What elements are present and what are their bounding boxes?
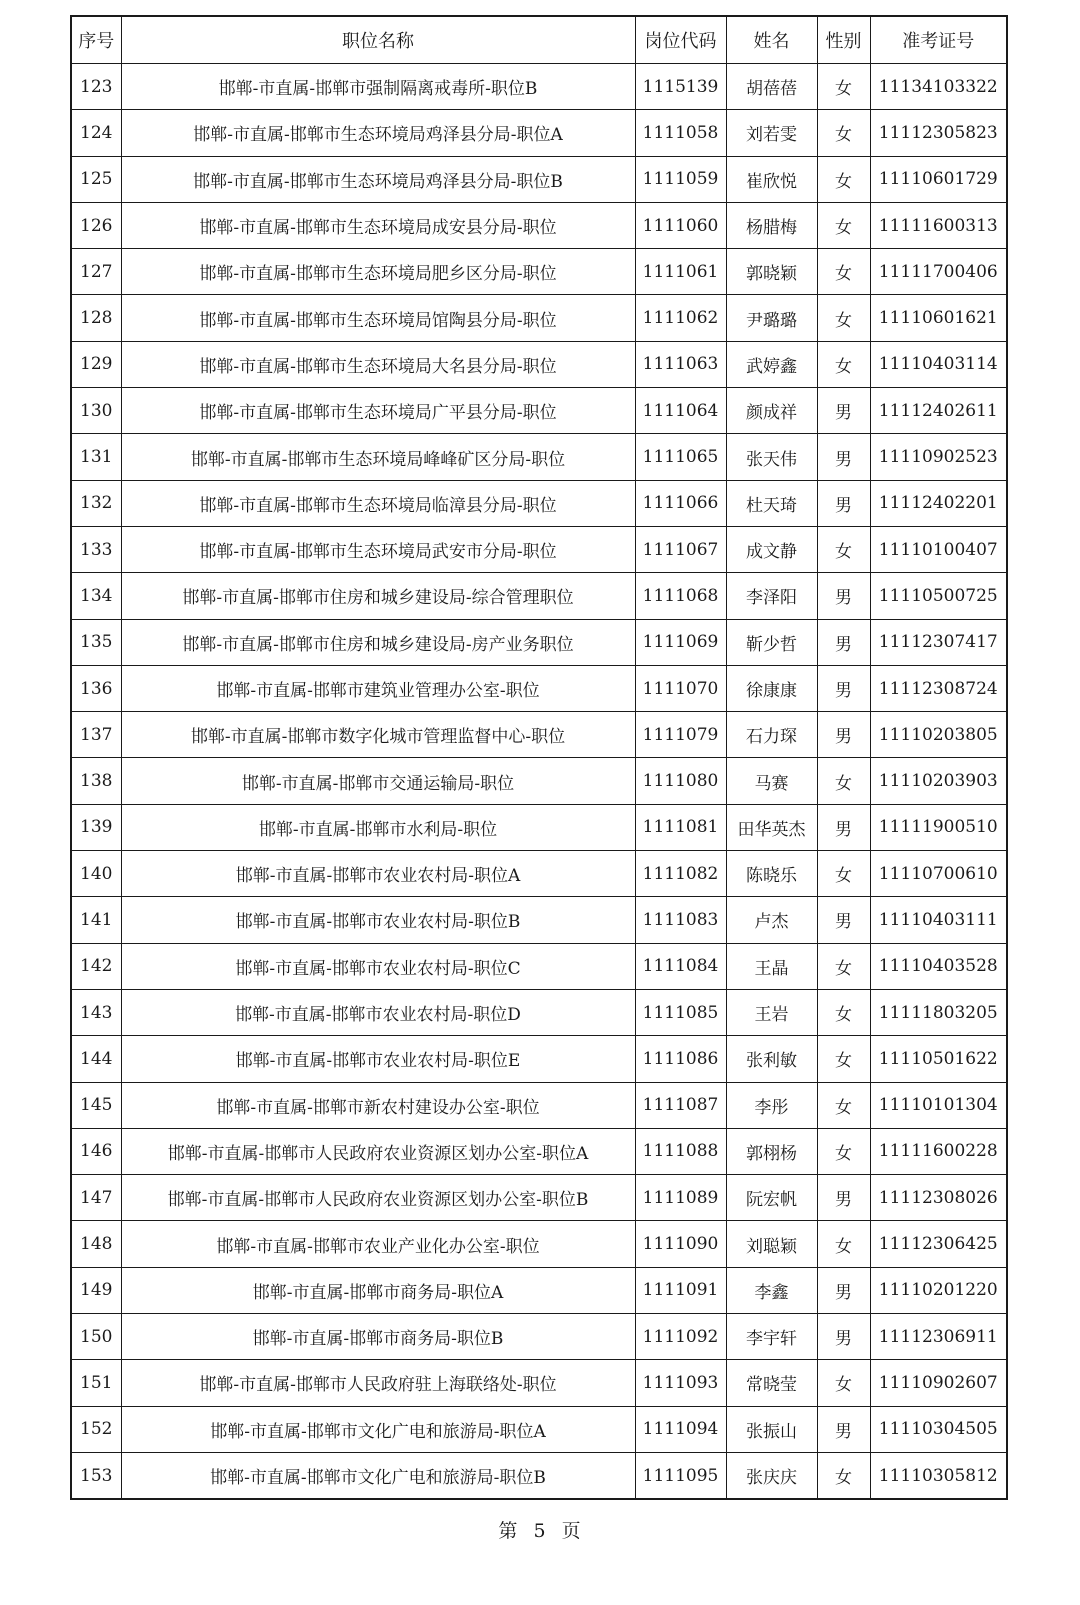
cell-gender: 男: [817, 480, 870, 526]
cell-name: 杨腊梅: [726, 202, 817, 248]
cell-exam-id: 11112402611: [870, 388, 1007, 434]
cell-name: 武婷鑫: [726, 341, 817, 387]
cell-name: 石力琛: [726, 712, 817, 758]
cell-gender: 女: [817, 295, 870, 341]
table-row: [71, 712, 1007, 758]
cell-gender: 女: [817, 1082, 870, 1128]
cell-position: 邯郸-市直属-邯郸市人民政府驻上海联络处-职位: [121, 1360, 635, 1406]
cell-exam-id: 11110305812: [870, 1452, 1007, 1499]
cell-name: 徐康康: [726, 665, 817, 711]
cell-gender: 男: [817, 619, 870, 665]
cell-exam-id: 11134103322: [870, 64, 1007, 110]
cell-position: 邯郸-市直属-邯郸市生态环境局肥乡区分局-职位: [121, 249, 635, 295]
cell-position: 邯郸-市直属-邯郸市数字化城市管理监督中心-职位: [121, 712, 635, 758]
cell-gender: 男: [817, 665, 870, 711]
cell-position: 邯郸-市直属-邯郸市商务局-职位A: [121, 1267, 635, 1313]
cell-name: 靳少哲: [726, 619, 817, 665]
cell-code: 1111086: [635, 1036, 726, 1082]
cell-name: 李泽阳: [726, 573, 817, 619]
cell-gender: 女: [817, 1221, 870, 1267]
table-row: [71, 434, 1007, 480]
table-body: [71, 64, 1007, 1500]
cell-exam-id: 11111700406: [870, 249, 1007, 295]
cell-gender: 男: [817, 1267, 870, 1313]
table-row: [71, 110, 1007, 156]
table-row: [71, 665, 1007, 711]
cell-code: 1111088: [635, 1128, 726, 1174]
cell-name: 郭栩杨: [726, 1128, 817, 1174]
cell-gender: 男: [817, 897, 870, 943]
page-footer: [0, 1516, 1080, 1543]
cell-position: 邯郸-市直属-邯郸市生态环境局馆陶县分局-职位: [121, 295, 635, 341]
cell-seq: 136: [71, 665, 121, 711]
cell-exam-id: 11110500725: [870, 573, 1007, 619]
cell-name: 常晓莹: [726, 1360, 817, 1406]
cell-gender: 女: [817, 1452, 870, 1499]
cell-seq: 139: [71, 804, 121, 850]
cell-name: 尹璐璐: [726, 295, 817, 341]
cell-exam-id: 11112308724: [870, 665, 1007, 711]
table-row: [71, 1360, 1007, 1406]
cell-name: 杜天琦: [726, 480, 817, 526]
cell-name: 马赛: [726, 758, 817, 804]
cell-exam-id: 11110601621: [870, 295, 1007, 341]
cell-gender: 男: [817, 573, 870, 619]
footer-prefix: 第: [498, 1520, 519, 1542]
cell-name: 张庆庆: [726, 1452, 817, 1499]
results-table: [70, 15, 1008, 1500]
cell-gender: 女: [817, 989, 870, 1035]
header-gender: 性别: [817, 16, 870, 64]
cell-code: 1111095: [635, 1452, 726, 1499]
table-row: [71, 619, 1007, 665]
cell-position: 邯郸-市直属-邯郸市农业农村局-职位B: [121, 897, 635, 943]
cell-gender: 女: [817, 64, 870, 110]
cell-name: 刘聪颖: [726, 1221, 817, 1267]
table-row: [71, 851, 1007, 897]
cell-seq: 138: [71, 758, 121, 804]
cell-code: 1111058: [635, 110, 726, 156]
cell-code: 1111085: [635, 989, 726, 1035]
cell-position: 邯郸-市直属-邯郸市人民政府农业资源区划办公室-职位B: [121, 1175, 635, 1221]
cell-seq: 140: [71, 851, 121, 897]
cell-position: 邯郸-市直属-邯郸市交通运输局-职位: [121, 758, 635, 804]
cell-exam-id: 11110201220: [870, 1267, 1007, 1313]
cell-code: 1111082: [635, 851, 726, 897]
cell-position: 邯郸-市直属-邯郸市生态环境局广平县分局-职位: [121, 388, 635, 434]
cell-position: 邯郸-市直属-邯郸市文化广电和旅游局-职位B: [121, 1452, 635, 1499]
cell-position: 邯郸-市直属-邯郸市农业农村局-职位A: [121, 851, 635, 897]
cell-seq: 152: [71, 1406, 121, 1452]
cell-code: 1111092: [635, 1314, 726, 1360]
cell-exam-id: 11110601729: [870, 156, 1007, 202]
cell-seq: 141: [71, 897, 121, 943]
cell-exam-id: 11110203903: [870, 758, 1007, 804]
cell-seq: 126: [71, 202, 121, 248]
table-row: [71, 295, 1007, 341]
cell-name: 王岩: [726, 989, 817, 1035]
cell-seq: 127: [71, 249, 121, 295]
table-row: [71, 1221, 1007, 1267]
cell-code: 1111090: [635, 1221, 726, 1267]
cell-seq: 135: [71, 619, 121, 665]
table-row: [71, 1452, 1007, 1499]
cell-exam-id: 11110501622: [870, 1036, 1007, 1082]
cell-gender: 男: [817, 1406, 870, 1452]
table-row: [71, 480, 1007, 526]
cell-name: 王晶: [726, 943, 817, 989]
cell-position: 邯郸-市直属-邯郸市生态环境局大名县分局-职位: [121, 341, 635, 387]
cell-code: 1111083: [635, 897, 726, 943]
cell-seq: 125: [71, 156, 121, 202]
cell-name: 陈晓乐: [726, 851, 817, 897]
cell-seq: 133: [71, 526, 121, 572]
cell-position: 邯郸-市直属-邯郸市农业农村局-职位C: [121, 943, 635, 989]
cell-exam-id: 11110101304: [870, 1082, 1007, 1128]
cell-exam-id: 11110203805: [870, 712, 1007, 758]
cell-position: 邯郸-市直属-邯郸市人民政府农业资源区划办公室-职位A: [121, 1128, 635, 1174]
cell-seq: 123: [71, 64, 121, 110]
cell-gender: 女: [817, 526, 870, 572]
header-code: 岗位代码: [635, 16, 726, 64]
header-seq: 序号: [71, 16, 121, 64]
cell-gender: 女: [817, 202, 870, 248]
cell-code: 1111060: [635, 202, 726, 248]
cell-seq: 129: [71, 341, 121, 387]
cell-gender: 女: [817, 341, 870, 387]
cell-position: 邯郸-市直属-邯郸市生态环境局临漳县分局-职位: [121, 480, 635, 526]
footer-suffix: 页: [561, 1520, 582, 1542]
header-position: 职位名称: [121, 16, 635, 64]
table-row: [71, 1036, 1007, 1082]
cell-gender: 女: [817, 110, 870, 156]
cell-code: 1111081: [635, 804, 726, 850]
cell-exam-id: 11110403528: [870, 943, 1007, 989]
table-row: [71, 388, 1007, 434]
cell-name: 李彤: [726, 1082, 817, 1128]
table-row: [71, 943, 1007, 989]
table-row: [71, 1314, 1007, 1360]
cell-code: 1111079: [635, 712, 726, 758]
cell-seq: 145: [71, 1082, 121, 1128]
cell-gender: 男: [817, 434, 870, 480]
cell-seq: 142: [71, 943, 121, 989]
cell-code: 1111066: [635, 480, 726, 526]
table-row: [71, 573, 1007, 619]
table-row: [71, 341, 1007, 387]
cell-exam-id: 11112402201: [870, 480, 1007, 526]
cell-seq: 143: [71, 989, 121, 1035]
header-name: 姓名: [726, 16, 817, 64]
cell-exam-id: 11112306425: [870, 1221, 1007, 1267]
cell-seq: 130: [71, 388, 121, 434]
cell-code: 1111061: [635, 249, 726, 295]
page-number: 5: [533, 1520, 547, 1542]
cell-gender: 女: [817, 943, 870, 989]
cell-gender: 女: [817, 156, 870, 202]
table-row: [71, 1406, 1007, 1452]
cell-position: 邯郸-市直属-邯郸市文化广电和旅游局-职位A: [121, 1406, 635, 1452]
table-row: [71, 1082, 1007, 1128]
cell-seq: 149: [71, 1267, 121, 1313]
cell-name: 胡蓓蓓: [726, 64, 817, 110]
cell-seq: 124: [71, 110, 121, 156]
cell-seq: 132: [71, 480, 121, 526]
cell-position: 邯郸-市直属-邯郸市农业产业化办公室-职位: [121, 1221, 635, 1267]
cell-gender: 男: [817, 1314, 870, 1360]
cell-exam-id: 11110403114: [870, 341, 1007, 387]
header-exam-id: 准考证号: [870, 16, 1007, 64]
cell-name: 李鑫: [726, 1267, 817, 1313]
cell-code: 1111089: [635, 1175, 726, 1221]
cell-exam-id: 11112307417: [870, 619, 1007, 665]
cell-gender: 女: [817, 1128, 870, 1174]
cell-position: 邯郸-市直属-邯郸市新农村建设办公室-职位: [121, 1082, 635, 1128]
cell-code: 1111093: [635, 1360, 726, 1406]
table-row: [71, 804, 1007, 850]
cell-name: 张利敏: [726, 1036, 817, 1082]
cell-code: 1111069: [635, 619, 726, 665]
table-row: [71, 758, 1007, 804]
cell-position: 邯郸-市直属-邯郸市农业农村局-职位E: [121, 1036, 635, 1082]
cell-code: 1111062: [635, 295, 726, 341]
cell-code: 1115139: [635, 64, 726, 110]
cell-seq: 134: [71, 573, 121, 619]
cell-code: 1111080: [635, 758, 726, 804]
cell-code: 1111068: [635, 573, 726, 619]
cell-code: 1111087: [635, 1082, 726, 1128]
cell-exam-id: 11111900510: [870, 804, 1007, 850]
cell-name: 刘若雯: [726, 110, 817, 156]
cell-seq: 144: [71, 1036, 121, 1082]
cell-exam-id: 11110902607: [870, 1360, 1007, 1406]
cell-exam-id: 11110902523: [870, 434, 1007, 480]
cell-code: 1111063: [635, 341, 726, 387]
cell-position: 邯郸-市直属-邯郸市生态环境局鸡泽县分局-职位A: [121, 110, 635, 156]
table-row: [71, 202, 1007, 248]
cell-exam-id: 11110100407: [870, 526, 1007, 572]
cell-exam-id: 11112308026: [870, 1175, 1007, 1221]
cell-position: 邯郸-市直属-邯郸市商务局-职位B: [121, 1314, 635, 1360]
cell-gender: 男: [817, 1175, 870, 1221]
cell-position: 邯郸-市直属-邯郸市生态环境局武安市分局-职位: [121, 526, 635, 572]
cell-gender: 女: [817, 1360, 870, 1406]
table-row: [71, 249, 1007, 295]
cell-code: 1111091: [635, 1267, 726, 1313]
table-row: [71, 1128, 1007, 1174]
cell-name: 李宇轩: [726, 1314, 817, 1360]
cell-seq: 153: [71, 1452, 121, 1499]
table-row: [71, 64, 1007, 110]
cell-seq: 137: [71, 712, 121, 758]
cell-name: 阮宏帆: [726, 1175, 817, 1221]
cell-code: 1111065: [635, 434, 726, 480]
cell-seq: 151: [71, 1360, 121, 1406]
cell-position: 邯郸-市直属-邯郸市住房和城乡建设局-房产业务职位: [121, 619, 635, 665]
table-row: [71, 989, 1007, 1035]
table-row: [71, 526, 1007, 572]
table-row: [71, 1267, 1007, 1313]
cell-position: 邯郸-市直属-邯郸市农业农村局-职位D: [121, 989, 635, 1035]
results-table-container: [70, 15, 1006, 1500]
cell-name: 张天伟: [726, 434, 817, 480]
cell-name: 崔欣悦: [726, 156, 817, 202]
cell-code: 1111070: [635, 665, 726, 711]
cell-position: 邯郸-市直属-邯郸市建筑业管理办公室-职位: [121, 665, 635, 711]
cell-exam-id: 11110403111: [870, 897, 1007, 943]
cell-seq: 146: [71, 1128, 121, 1174]
cell-seq: 131: [71, 434, 121, 480]
cell-position: 邯郸-市直属-邯郸市住房和城乡建设局-综合管理职位: [121, 573, 635, 619]
cell-gender: 男: [817, 712, 870, 758]
cell-gender: 女: [817, 758, 870, 804]
cell-name: 郭晓颖: [726, 249, 817, 295]
cell-exam-id: 11111600228: [870, 1128, 1007, 1174]
cell-exam-id: 11111600313: [870, 202, 1007, 248]
cell-code: 1111084: [635, 943, 726, 989]
cell-code: 1111059: [635, 156, 726, 202]
cell-code: 1111064: [635, 388, 726, 434]
cell-position: 邯郸-市直属-邯郸市水利局-职位: [121, 804, 635, 850]
table-row: [71, 1175, 1007, 1221]
cell-gender: 男: [817, 388, 870, 434]
cell-seq: 147: [71, 1175, 121, 1221]
cell-position: 邯郸-市直属-邯郸市生态环境局峰峰矿区分局-职位: [121, 434, 635, 480]
cell-seq: 150: [71, 1314, 121, 1360]
cell-seq: 128: [71, 295, 121, 341]
cell-code: 1111067: [635, 526, 726, 572]
cell-exam-id: 11112306911: [870, 1314, 1007, 1360]
cell-position: 邯郸-市直属-邯郸市强制隔离戒毒所-职位B: [121, 64, 635, 110]
cell-exam-id: 11110700610: [870, 851, 1007, 897]
cell-seq: 148: [71, 1221, 121, 1267]
table-row: [71, 156, 1007, 202]
cell-exam-id: 11112305823: [870, 110, 1007, 156]
cell-name: 田华英杰: [726, 804, 817, 850]
table-header-row: [71, 16, 1007, 64]
cell-name: 成文静: [726, 526, 817, 572]
cell-position: 邯郸-市直属-邯郸市生态环境局鸡泽县分局-职位B: [121, 156, 635, 202]
cell-position: 邯郸-市直属-邯郸市生态环境局成安县分局-职位: [121, 202, 635, 248]
cell-name: 张振山: [726, 1406, 817, 1452]
cell-name: 颜成祥: [726, 388, 817, 434]
cell-gender: 女: [817, 1036, 870, 1082]
cell-gender: 女: [817, 851, 870, 897]
cell-exam-id: 11111803205: [870, 989, 1007, 1035]
table-row: [71, 897, 1007, 943]
cell-name: 卢杰: [726, 897, 817, 943]
cell-code: 1111094: [635, 1406, 726, 1452]
cell-gender: 男: [817, 804, 870, 850]
cell-gender: 女: [817, 249, 870, 295]
cell-exam-id: 11110304505: [870, 1406, 1007, 1452]
